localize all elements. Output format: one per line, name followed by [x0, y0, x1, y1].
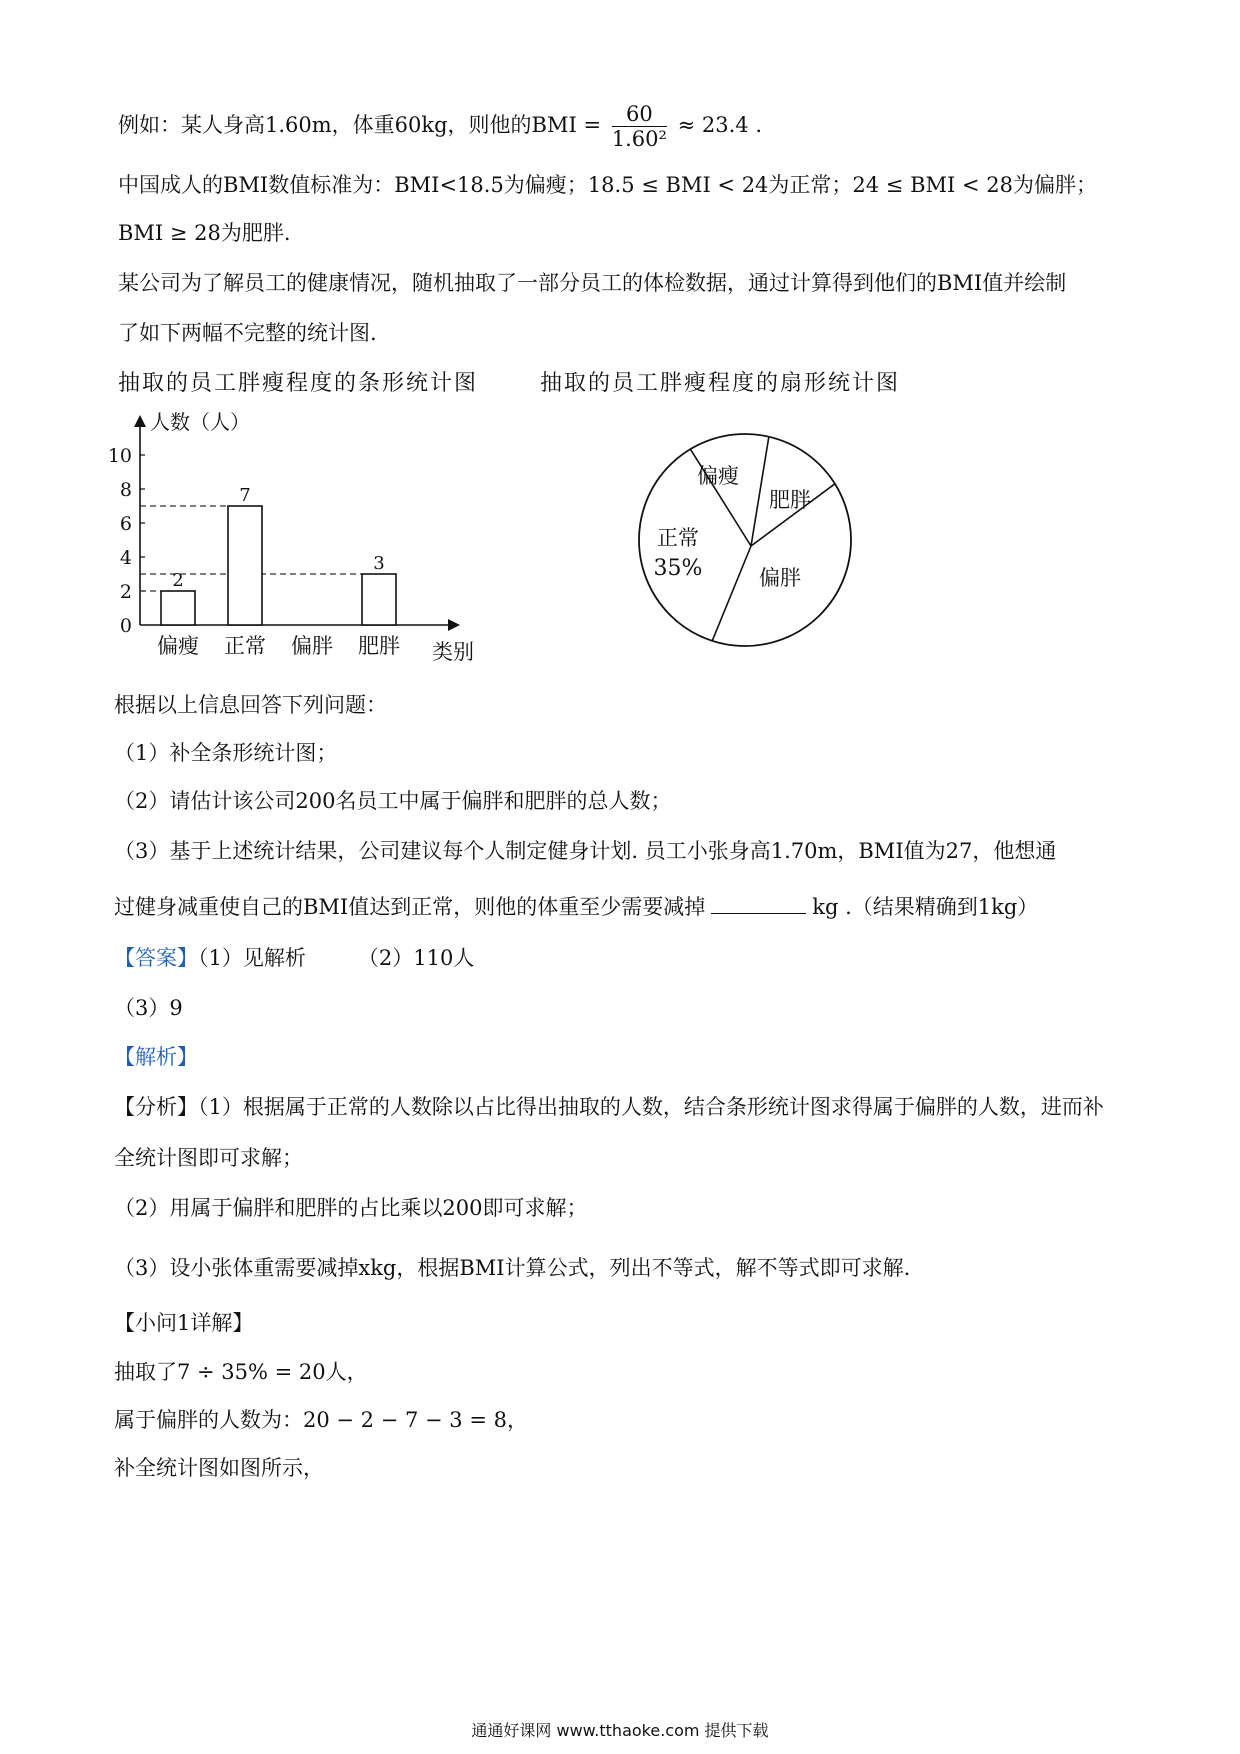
bar-data-label: 3: [373, 553, 385, 574]
question-3a: （3）基于上述统计结果，公司建议每个人制定健身计划. 员工小张身高1.70m，BMI值为27，他想通: [114, 839, 1057, 863]
answer-line: 【答案】（1）见解析 （2）110人: [114, 946, 475, 970]
x-category-label: 正常: [224, 634, 266, 658]
pie-slice-label: 正常: [657, 526, 699, 550]
analysis-line-3: （3）设小张体重需要减掉xkg，根据BMI计算公式，列出不等式，解不等式即可求解.: [114, 1256, 911, 1280]
bar: [228, 506, 262, 625]
analysis-line-2: （2）用属于偏胖和肥胖的占比乘以200即可求解；: [114, 1196, 588, 1220]
y-tick-label: 2: [119, 581, 132, 603]
y-axis-label: 人数（人）: [150, 410, 250, 434]
analysis-line-1: 【分析】（1）根据属于正常的人数除以占比得出抽取的人数，结合条形统计图求得属于偏胖的人数，进而补: [114, 1095, 1104, 1119]
x-category-label: 偏胖: [291, 634, 333, 658]
example-line: 例如：某人身高1.60m，体重60kg，则他的BMI = $\frac{60}{\text{1.60²}}$ ≈ 23.4 .: [118, 102, 763, 151]
analysis-tag: 【解析】: [114, 1045, 198, 1069]
bar: [362, 574, 396, 625]
pie-chart-title: 抽取的员工胖瘦程度的扇形统计图: [540, 371, 901, 396]
y-tick-label: 10: [107, 445, 132, 467]
bar-data-label: 7: [239, 485, 251, 506]
detail-line-2: 属于偏胖的人数为：20 − 2 − 7 − 3 = 8，: [114, 1408, 528, 1432]
footer: 通通好课网 www.tthaoke.com 提供下载: [471, 1721, 769, 1740]
question-3b: 过健身减重使自己的BMI值达到正常，则他的体重至少需要减掉 kg .（结果精确到1kg）: [114, 895, 1039, 919]
bar: [161, 591, 195, 625]
answer-tag: 【答案】: [114, 946, 198, 970]
x-axis-arrow: [448, 619, 460, 631]
y-tick-label: 4: [119, 547, 132, 569]
x-category-label: 偏瘦: [157, 634, 199, 658]
standard-line-1: 中国成人的BMI数值标准为：BMI<18.5为偏瘦；18.5 ≤ BMI < 24为正常；24 ≤ BMI < 28为偏胖；: [118, 173, 1097, 197]
standard-line-2: BMI ≥ 28为肥胖.: [118, 221, 291, 245]
detail-line-3: 补全统计图如图所示，: [114, 1456, 324, 1480]
bar-chart: [100, 400, 480, 675]
answer-blank: [711, 895, 806, 914]
x-axis-label: 类别: [432, 640, 474, 664]
analysis-line-1b: 全统计图即可求解；: [114, 1146, 303, 1170]
y-tick-label: 6: [119, 513, 132, 535]
intro-line-1: 某公司为了解员工的健康情况，随机抽取了一部分员工的体检数据，通过计算得到他们的BMI值并绘制: [118, 271, 1067, 295]
pie-slice-label: 偏瘦: [697, 464, 739, 488]
x-category-label: 肥胖: [358, 634, 400, 658]
y-axis-arrow: [134, 415, 146, 427]
question-intro: 根据以上信息回答下列问题：: [114, 693, 387, 717]
bar-chart-title: 抽取的员工胖瘦程度的条形统计图: [118, 371, 479, 396]
pie-slice-value: 35%: [653, 556, 703, 581]
detail-tag: 【小问1详解】: [114, 1311, 254, 1335]
question-1: （1）补全条形统计图；: [114, 741, 338, 765]
question-2: （2）请估计该公司200名员工中属于偏胖和肥胖的总人数；: [114, 789, 672, 813]
detail-line-1: 抽取了7 ÷ 35% = 20人，: [114, 1360, 368, 1384]
pie-chart: [630, 425, 860, 655]
bar-data-label: 2: [172, 570, 184, 591]
answer-3: （3）9: [114, 996, 183, 1020]
bmi-fraction: $\frac{60}{\text{1.60²}}$: [611, 102, 667, 151]
pie-slice-label: 偏胖: [759, 566, 801, 590]
pie-slice-label: 肥胖: [769, 488, 811, 512]
y-tick-label: 8: [119, 479, 132, 501]
y-tick-label: 0: [119, 615, 132, 637]
intro-line-2: 了如下两幅不完整的统计图.: [118, 321, 377, 345]
